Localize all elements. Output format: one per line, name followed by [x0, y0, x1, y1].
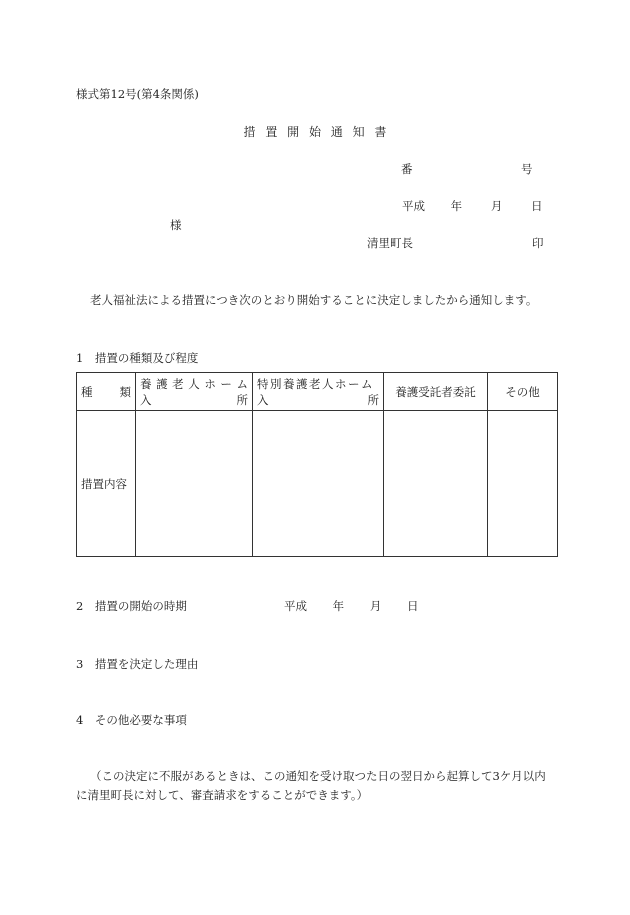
number-label: 番 — [401, 162, 413, 176]
section-3-title: 3 措置を決定した理由 — [76, 657, 199, 671]
section-2-title: 2 措置の開始の時期 — [76, 599, 187, 613]
cell-other — [488, 411, 558, 557]
measures-table — [76, 372, 558, 557]
section-2 — [76, 598, 419, 614]
header-type — [77, 373, 136, 411]
issue-date-era: 平成 — [402, 199, 425, 213]
issue-date — [402, 198, 542, 214]
sender-name: 清里町長 — [367, 236, 413, 250]
header-other: その他 — [488, 373, 558, 411]
header-type-char: 類 — [119, 384, 131, 399]
number-suffix: 号 — [521, 162, 533, 176]
header-tokubetsu-char: 所 — [367, 392, 379, 407]
section-4-title: 4 その他必要な事項 — [76, 713, 187, 727]
notification-body: 老人福祉法による措置につき次のとおり開始することに決定しましたから通知します。 — [90, 293, 538, 307]
header-yogo-char: 所 — [236, 392, 248, 407]
start-date-era: 平成 — [284, 599, 307, 613]
header-tokubetsu-home — [253, 373, 384, 411]
header-yogo-char: 入 — [140, 392, 152, 407]
header-yogo-char: 護 — [156, 376, 168, 391]
cell-itaku — [384, 411, 488, 557]
start-date-year: 年 — [332, 599, 345, 613]
recipient-honorific: 様 — [170, 218, 182, 232]
row-label: 措置内容 — [77, 411, 136, 557]
document-title: 措 置 開 始 通 知 書 — [243, 125, 387, 139]
start-date-day: 日 — [406, 599, 419, 613]
issue-date-day: 日 — [530, 199, 543, 213]
header-type-char: 種 — [81, 384, 93, 399]
header-tokubetsu-line1: 特別養護老人ホーム — [257, 376, 374, 391]
issue-date-year: 年 — [450, 199, 463, 213]
appeal-notice-line2: に清里町長に対して、審査請求をすることができます。） — [76, 788, 369, 802]
form-number: 様式第12号(第4条関係) — [76, 87, 199, 101]
start-date — [284, 598, 418, 614]
header-yogo-char: ム — [236, 376, 248, 391]
header-yogo-char: 老 — [172, 376, 184, 391]
appeal-notice-line1: （この決定に不服があるときは、この通知を受け取つた日の翌日から起算して3ケ月以内 — [90, 769, 546, 783]
header-yogo-home — [136, 373, 253, 411]
seal-mark: 印 — [532, 236, 544, 250]
cell-tokubetsu-home — [253, 411, 384, 557]
cell-yogo-home — [136, 411, 253, 557]
issue-date-month: 月 — [490, 199, 503, 213]
header-yogo-char: ー — [220, 376, 232, 391]
section-1-title: 1 措置の種類及び程度 — [76, 351, 199, 365]
header-yogo-char: ホ — [204, 376, 216, 391]
header-itaku: 養護受託者委託 — [384, 373, 488, 411]
table-header-row — [77, 373, 558, 411]
header-tokubetsu-char: 入 — [257, 392, 269, 407]
start-date-month: 月 — [369, 599, 382, 613]
header-yogo-char: 人 — [188, 376, 200, 391]
header-yogo-char: 養 — [140, 376, 152, 391]
table-row — [77, 411, 558, 557]
